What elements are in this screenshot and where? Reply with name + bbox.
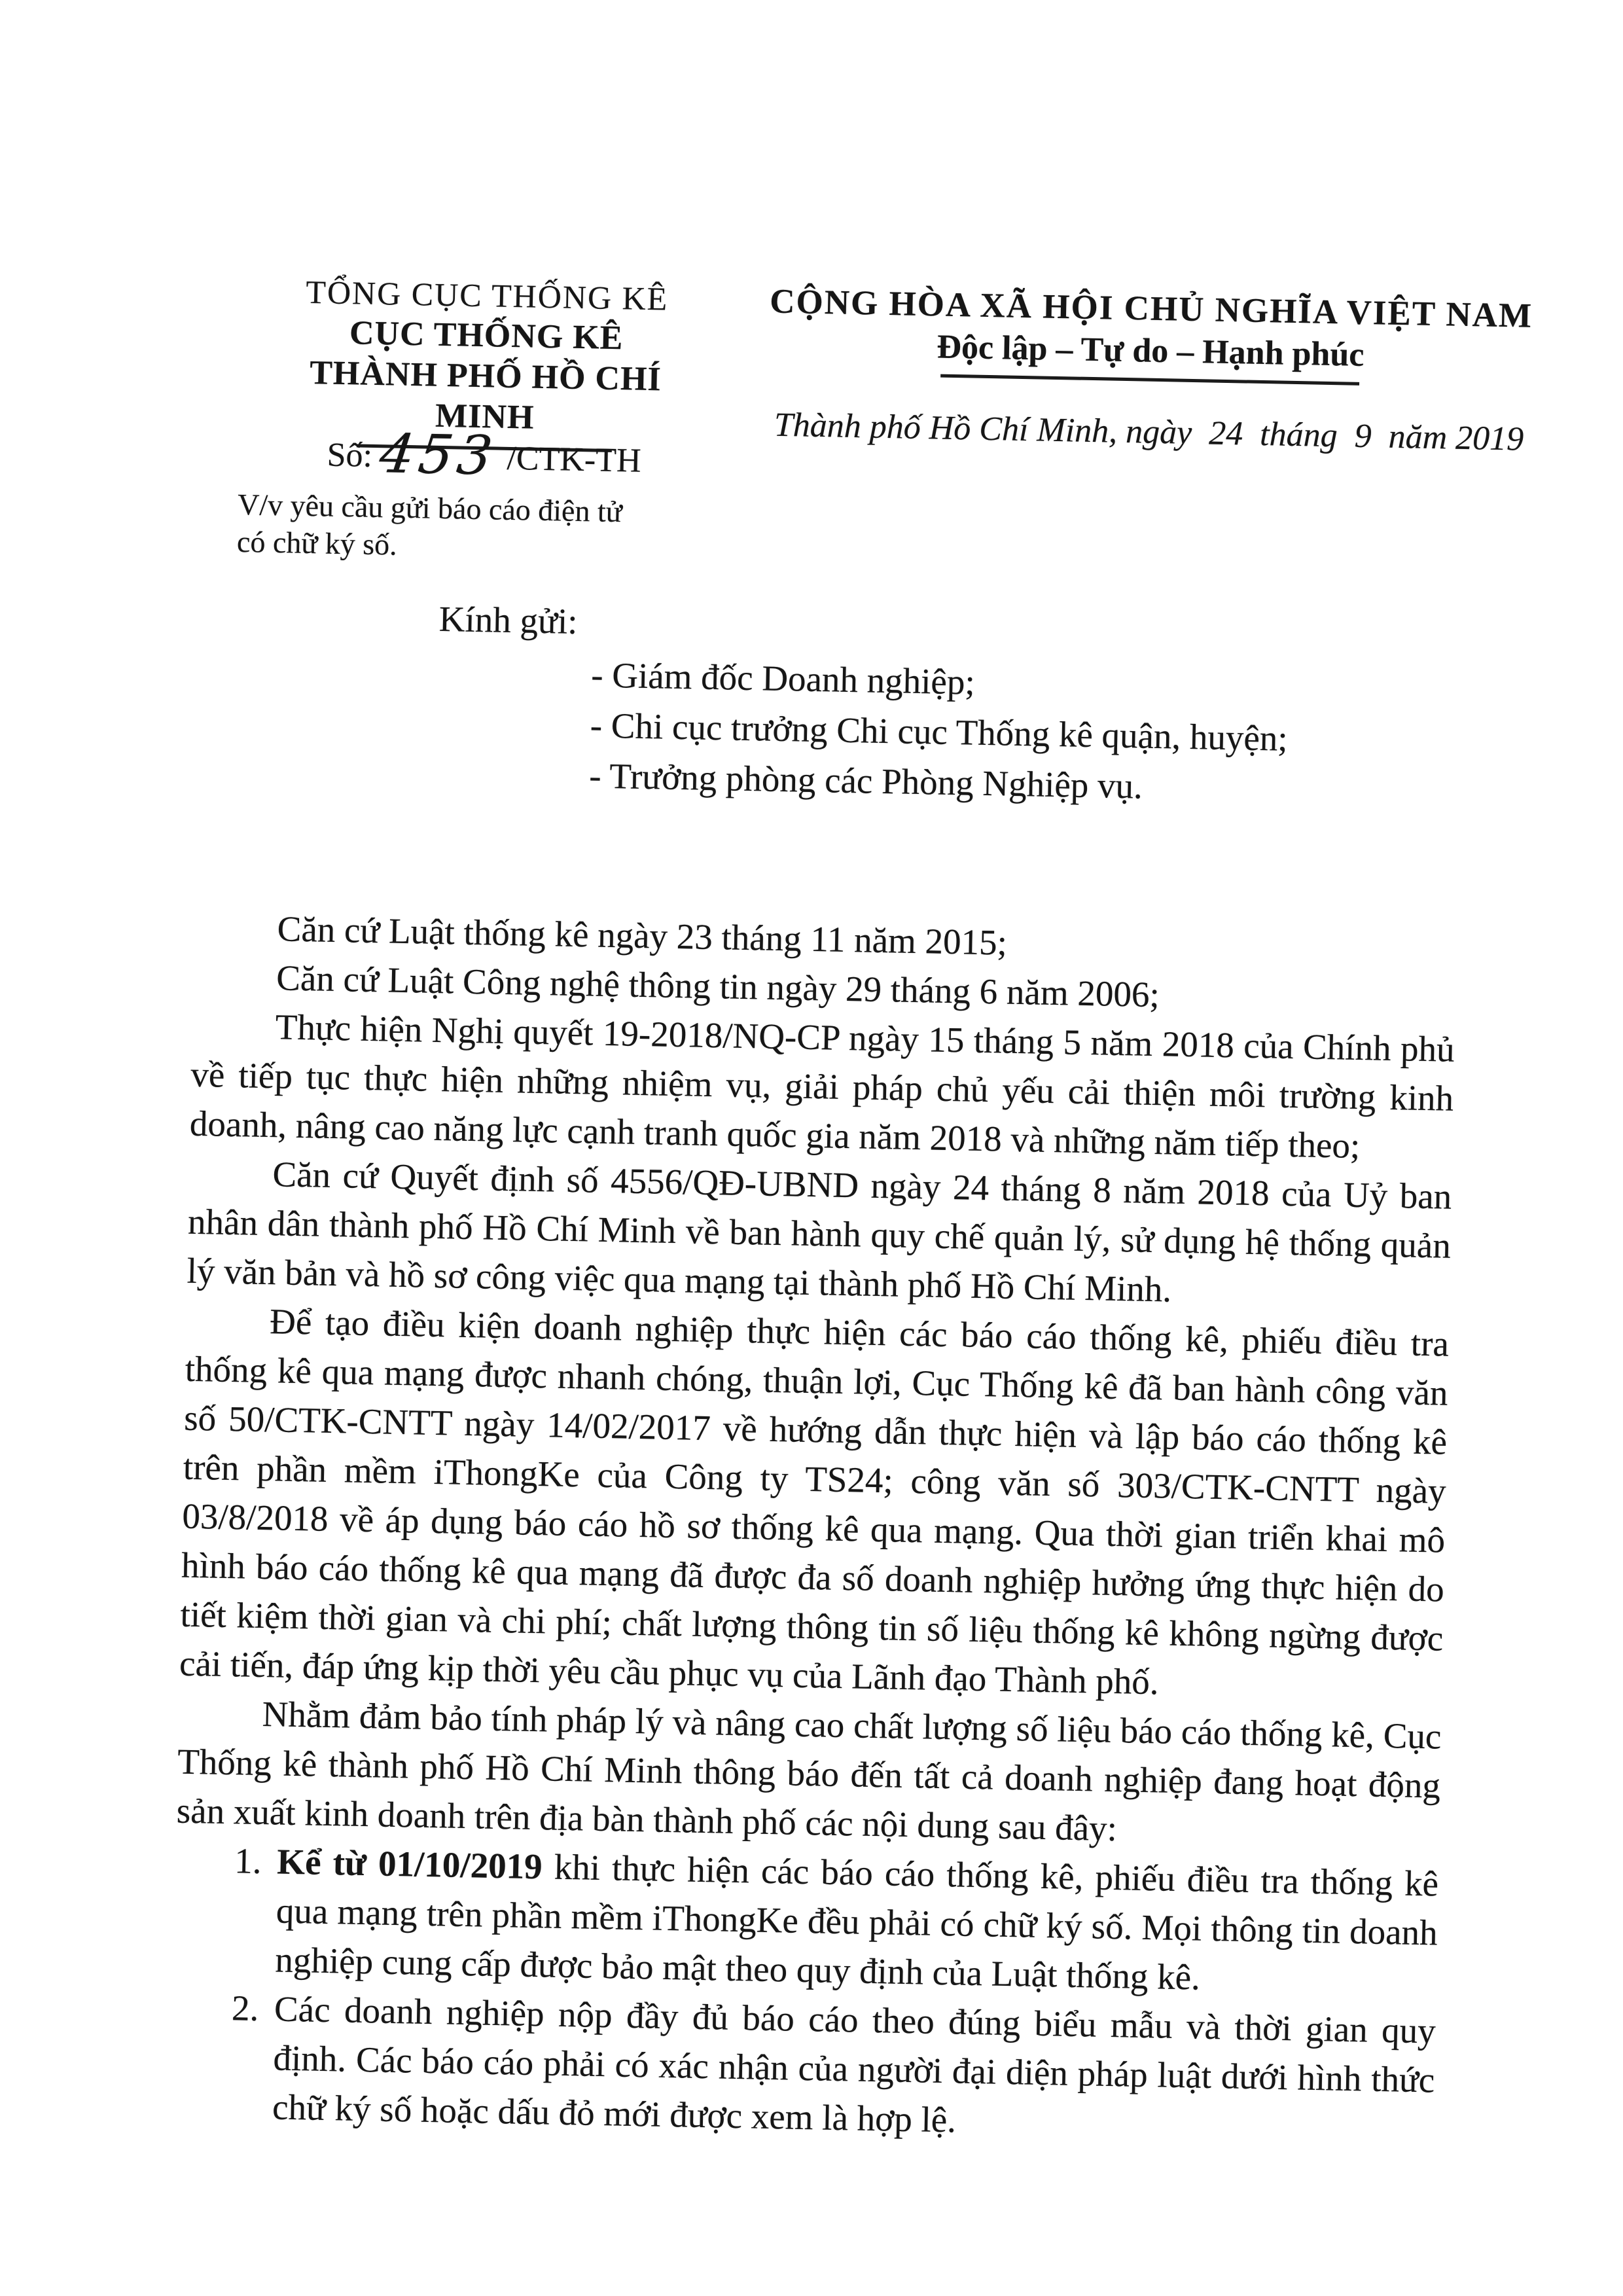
subject-abstract-line-2: có chữ ký số. — [236, 524, 398, 562]
subject-abstract-line-1: V/v yêu cầu gửi báo cáo điện tử — [237, 487, 623, 529]
paragraph-legal-basis-1: Căn cứ Luật thống kê ngày 23 tháng 11 năm 2015; — [277, 908, 1008, 963]
document-body — [171, 903, 1457, 2154]
document-number-line — [287, 423, 681, 488]
org-location: THÀNH PHỐ HỒ CHÍ MINH — [309, 354, 662, 437]
country-name: CỘNG HÒA XÃ HỘI CHỦ NGHĨA VIỆT NAM — [769, 282, 1533, 335]
national-header-block — [753, 280, 1548, 459]
paragraph-legal-basis-2: Căn cứ Luật Công nghệ thông tin ngày 29 tháng 6 năm 2006; — [276, 958, 1160, 1015]
document-number-label: Số: — [327, 436, 373, 475]
national-motto: Độc lập – Tự do – Hạnh phúc — [936, 328, 1364, 374]
paragraph-legal-basis-3: Thực hiện Nghị quyết 19-2018/NQ-CP ngày 15 tháng 5 năm 2018 của Chính phủ về tiếp tục thực hiện những nhiệm vụ, giải pháp chủ yếu cải thiện môi trường kinh doanh, nâng cao năng lực cạnh tranh quốc gia năm 2018 và những năm tiếp theo; — [189, 1007, 1455, 1166]
document-header — [200, 268, 1533, 616]
recipient-list — [589, 649, 1462, 817]
item-2-number: 2. — [231, 1988, 259, 2029]
paragraph-context: Để tạo điều kiện doanh nghiệp thực hiện các báo cáo thống kê, phiếu điều tra thống kê qua mạng được nhanh chóng, thuận lợi, Cục Thống kê đã ban hành công văn số 50/CTK-CNTT ngày 14/02/2017 về hướng dẫn thực hiện và lập báo cáo thống kê trên phần mềm iThongKe của Công ty TS24; công văn số 303/CTK-CNTT ngày 03/8/2018 về áp dụng báo cáo hồ sơ thống kê qua mạng. Qua thời gian triển khai mô hình báo cáo thống kê qua mạng đã được đa số doanh nghiệp hưởng ứng thực hiện do tiết kiệm thời gian và chi phí; chất lượng thông tin số liệu thống kê không ngừng được cải tiến, đáp ứng kịp thời yêu cầu phục vụ của Lãnh đạo Thành phố. — [179, 1301, 1450, 1702]
salutation-label: Kính gửi: — [438, 598, 579, 641]
item-1-bold-text: Kể từ 01/10/2019 — [276, 1841, 543, 1887]
subject-abstract-block — [237, 486, 644, 568]
item-1-number: 1. — [234, 1840, 262, 1882]
paragraph-legal-basis-4: Căn cứ Quyết định số 4556/QĐ-UBND ngày 24 tháng 8 năm 2018 của Uỷ ban nhân dân thành phố Hồ Chí Minh về ban hành quy chế quản lý, sử dụng hệ thống quản lý văn bản và hồ sơ công việc qua mạng tại thành phố Hồ Chí Minh. — [187, 1154, 1452, 1310]
recipient-line-1: - Giám đốc Doanh nghiệp; — [590, 655, 976, 702]
item-1-text: khi thực hiện các báo cáo thống kê, phiếu điều tra thống kê qua mạng trên phần mềm iThongKe đều phải có chữ ký số. Mọi thông tin doanh nghiệp cung cấp được bảo mật theo quy định của Luật thống kê. — [274, 1846, 1439, 1998]
numbered-item-2 — [171, 1982, 1436, 2154]
paragraph-announcement: Nhằm đảm bảo tính pháp lý và nâng cao chất lượng số liệu báo cáo thống kê, Cục Thống kê thành phố Hồ Chí Minh thông báo đến tất cả doanh nghiệp đang hoạt động sản xuất kinh doanh trên địa bàn thành phố các nội dung sau đây: — [176, 1694, 1442, 1849]
document-number-suffix: /CTK-TH — [506, 439, 642, 480]
recipient-line-2: - Chi cục trưởng Chi cục Thống kê quận, huyện; — [590, 705, 1289, 759]
place-and-date-line: Thành phố Hồ Chí Minh, ngày 24 tháng 9 năm 2019 — [774, 406, 1524, 458]
document-number-handwritten-value: 453 — [376, 423, 501, 488]
parent-org-name: TỔNG CỤC THỐNG KÊ — [305, 273, 669, 317]
item-2-text: Các doanh nghiệp nộp đầy đủ báo cáo theo đúng biểu mẫu và thời gian quy định. Các báo cáo phải có xác nhận của người đại diện pháp luật dưới hình thức chữ ký số hoặc dấu đỏ mới được xem là hợp lệ. — [272, 1988, 1436, 2140]
org-name: CỤC THỐNG KÊ — [349, 314, 624, 357]
header-divider-right — [940, 374, 1359, 386]
recipient-line-3: - Trưởng phòng các Phòng Nghiệp vụ. — [588, 755, 1143, 806]
numbered-item-1 — [173, 1835, 1439, 2007]
